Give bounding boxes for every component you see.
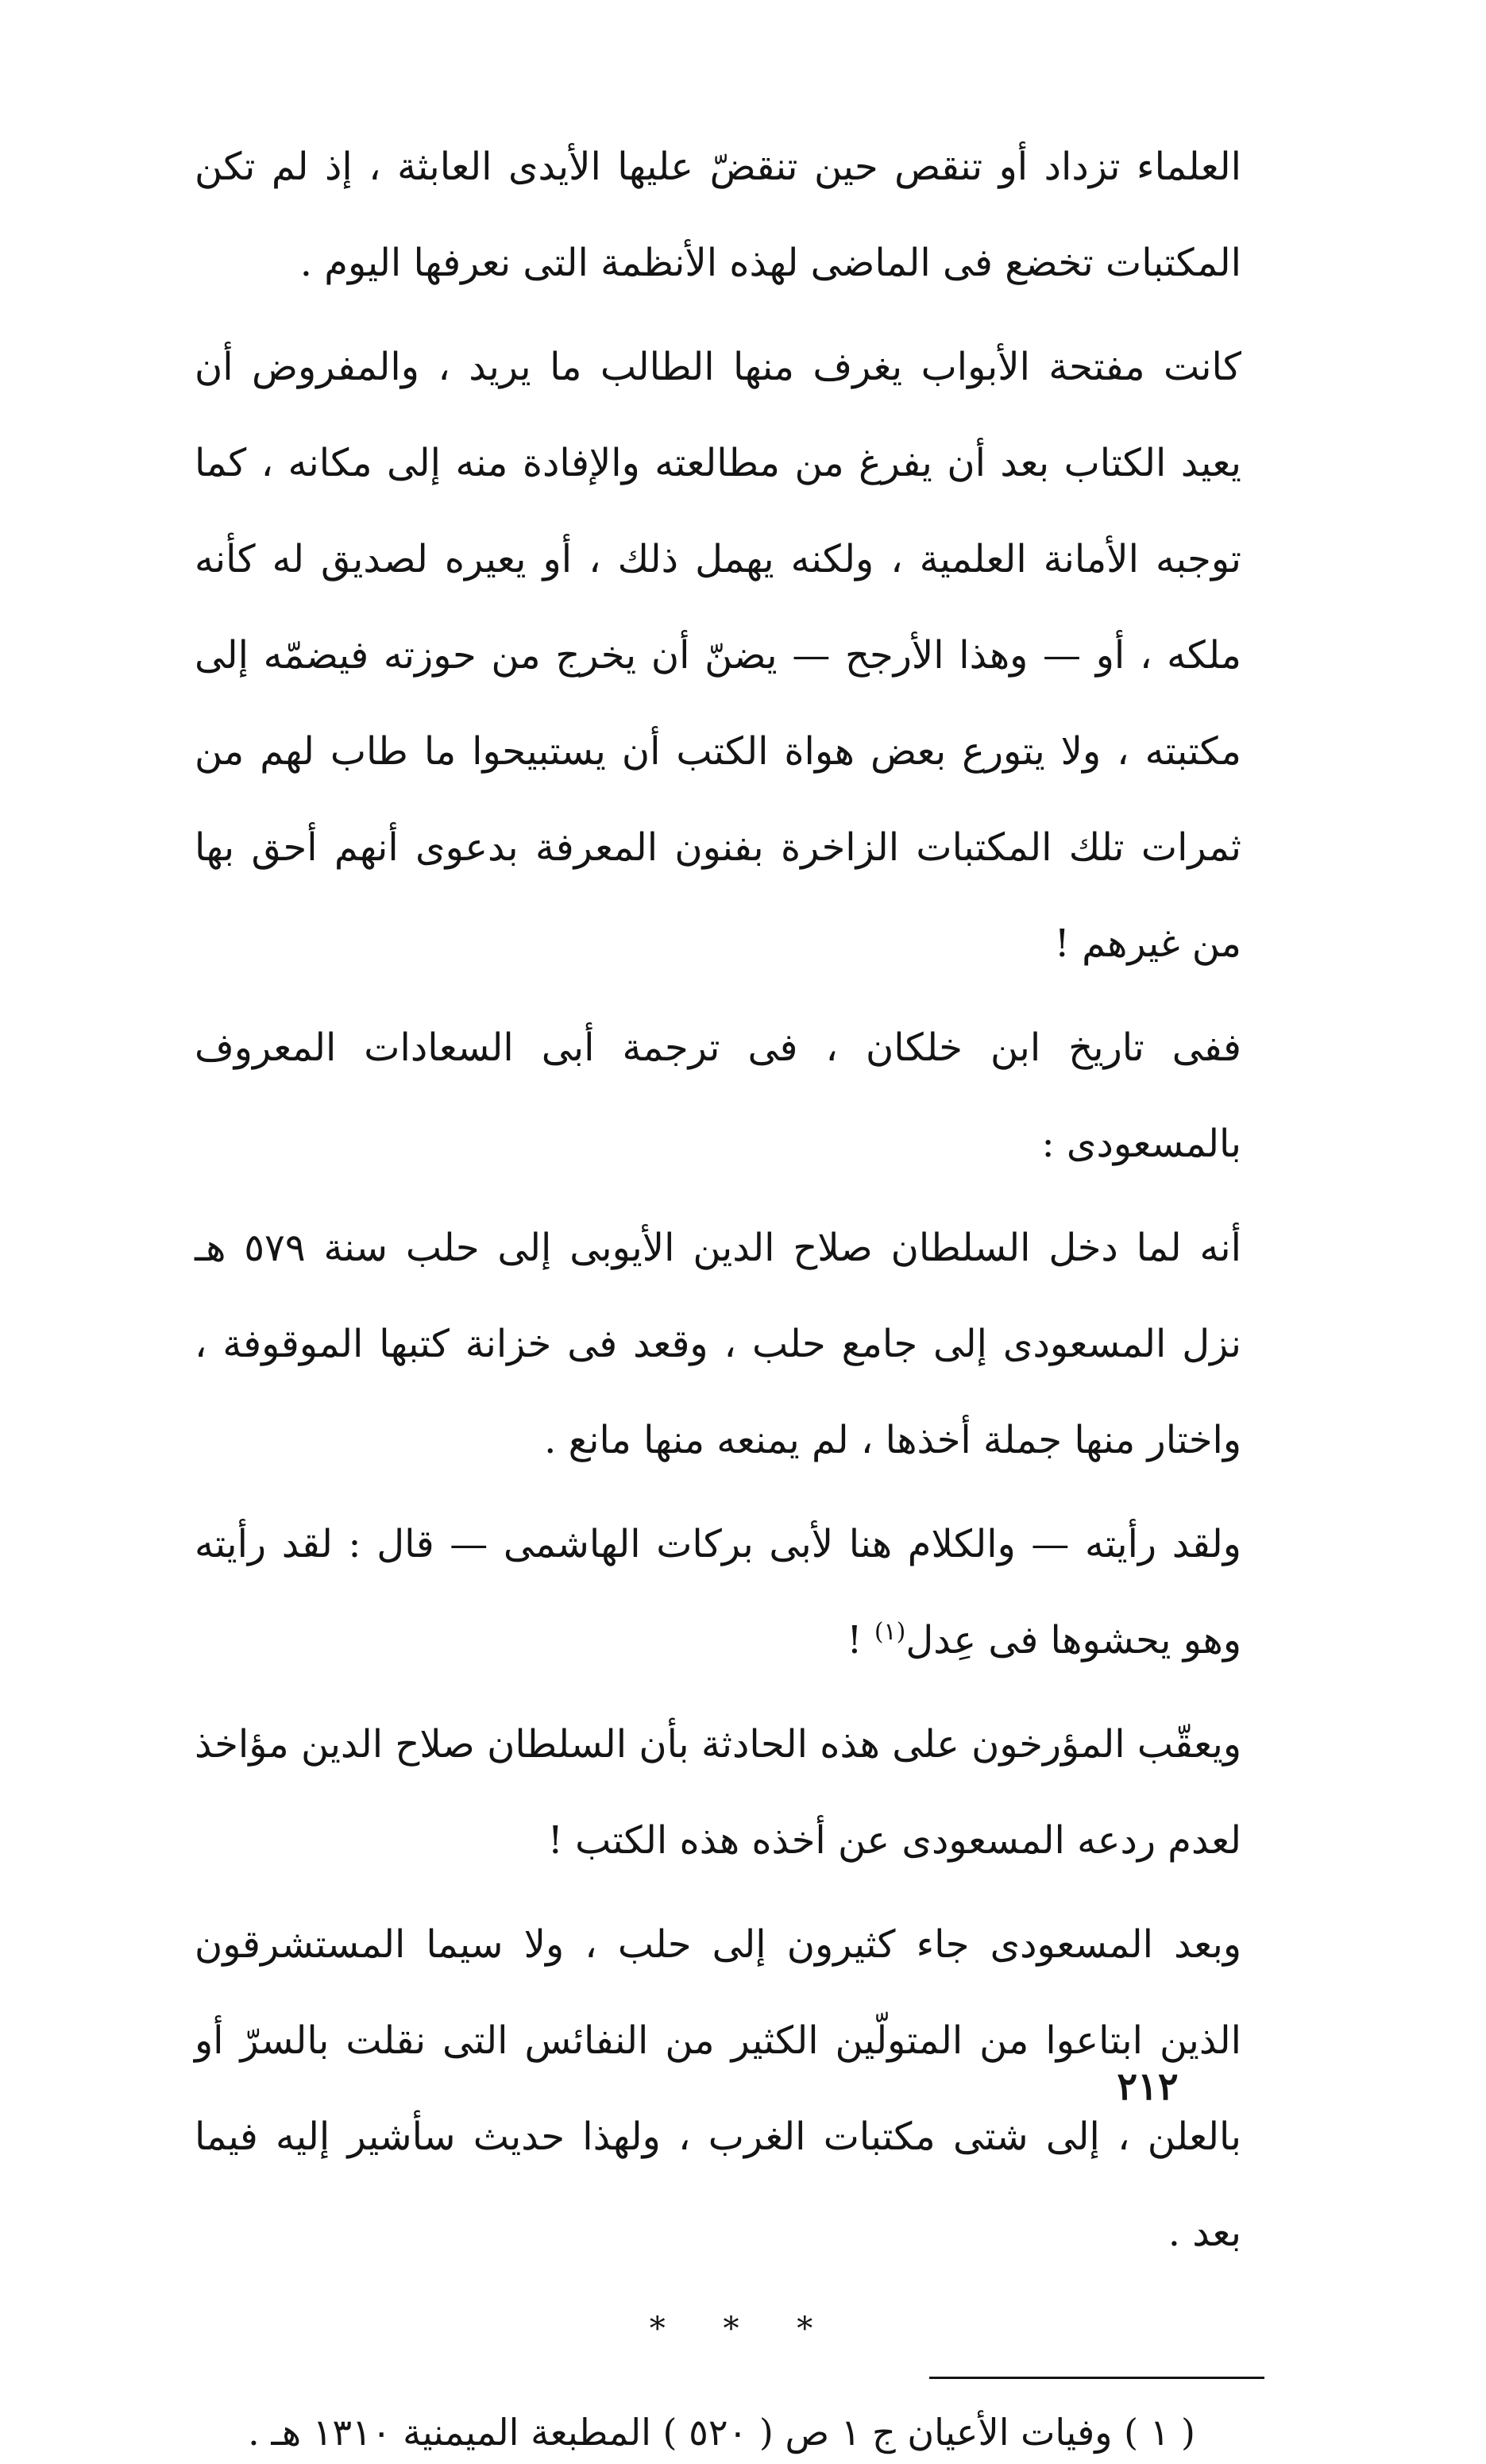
footnote-divider xyxy=(929,2377,1264,2379)
paragraph-7: وبعد المسعودى جاء كثيرون إلى حلب ، ولا سيما المستشرقون الذين ابتاعوا من المتولّين الكثير من النفائس التى نقلت بالسرّ أو بالعلن ، إلى شتى مكتبات الغرب ، ولهذا حديث سأشير إليه فيما بعد . xyxy=(195,1922,1242,2255)
footnote: ( ١ ) وفيات الأعيان ج ١ ص ( ٥٢٠ ) المطبعة الميمنية ١٣١٠ هـ . xyxy=(248,2411,1195,2454)
paragraph-5 xyxy=(195,1497,1241,1689)
paragraph-1: العلماء تزداد أو تنقص حين تنقضّ عليها الأيدى العابثة ، إذ لم تكن المكتبات تخضع فى الماضى لهذه الأنظمة التى نعرفها اليوم . xyxy=(195,145,1241,285)
page-number: ٢١٢ xyxy=(1117,2064,1179,2109)
footnote-reference: (١) xyxy=(874,1618,906,1646)
paragraph-2: كانت مفتحة الأبواب يغرف منها الطالب ما يريد ، والمفروض أن يعيد الكتاب بعد أن يفرغ من مطالعته والإفادة منه إلى مكانه ، كما توجبه الأمانة العلمية ، ولكنه يهمل ذلك ، أو يعيره لصديق له كأنه ملكه ، أو — وهذا الأرجح — يضنّ أن يخرج من حوزته فيضمّه إلى مكتبته ، ولا يتورع بعض هواة الكتب أن يستبيحوا ما طاب لهم من ثمرات تلك المكتبات الزاخرة بفنون المعرفة بدعوى أنهم أحق بها من غيرهم ! xyxy=(195,345,1242,966)
paragraph-6: ويعقّب المؤرخون على هذه الحادثة بأن السلطان صلاح الدين مؤاخذ لعدم ردعه المسعودى عن أخذه هذه الكتب ! xyxy=(195,1722,1242,1863)
paragraph-5-text: ولقد رأيته — والكلام هنا لأبى بركات الهاشمى — قال : لقد رأيته وهو يحشوها فى عِدل xyxy=(195,1522,1241,1663)
paragraph-5-tail: ! xyxy=(847,1618,874,1663)
main-text xyxy=(195,119,1241,2281)
paragraph-3: ففى تاريخ ابن خلكان ، فى ترجمة أبى السعادات المعروف بالمسعودى : xyxy=(195,1025,1241,1166)
section-separator: * * * xyxy=(649,2311,837,2347)
paragraph-4: أنه لما دخل السلطان صلاح الدين الأيوبى إلى حلب سنة ٥٧٩ هـ نزل المسعودى إلى جامع حلب ، وقعد فى خزانة كتبها الموقوفة ، واختار منها جملة أخذها ، لم يمنعه منها مانع . xyxy=(195,1226,1241,1462)
